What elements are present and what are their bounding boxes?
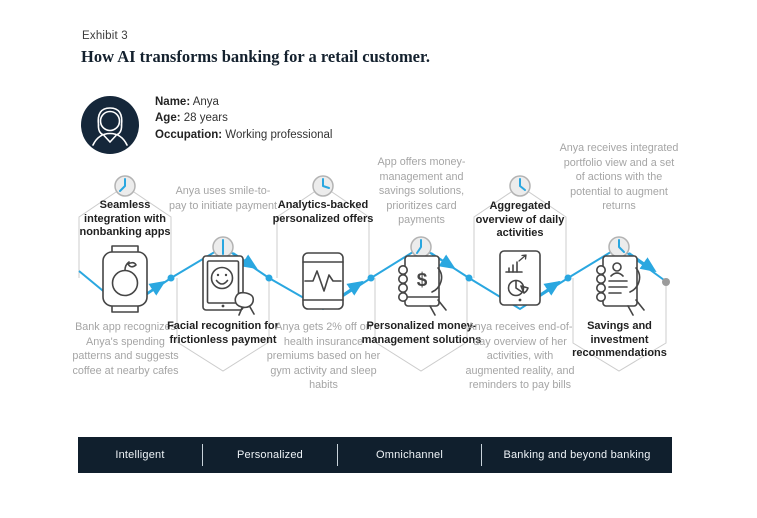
profile-occupation: Occupation: Working professional <box>155 128 333 141</box>
page-title: How AI transforms banking for a retail customer. <box>81 47 430 66</box>
step-description: Bank app recognizes Anya's spending patterns and suggests coffee at nearby cafes <box>72 321 179 377</box>
hand-phone-portfolio-icon <box>597 256 644 315</box>
smartwatch-apple-icon <box>103 246 147 312</box>
clock-icon <box>115 176 135 196</box>
clock-icon <box>213 237 233 257</box>
clock-icon <box>510 176 530 196</box>
step-description: Anya receives end-of-day overview of her activities, with augmented reality, and reminders to pay bills <box>465 321 575 392</box>
clock-icon <box>313 176 333 196</box>
clock-icon <box>411 237 431 257</box>
footer-segment-omnichannel: Omnichannel <box>375 449 443 461</box>
step-description: Anya uses smile-to-pay to initiate payment <box>168 185 278 212</box>
footer-segment-intelligent: Intelligent <box>115 449 165 461</box>
footer-segment-bar <box>78 437 672 473</box>
step-description: Anya receives integrated portfolio view and a set of actions with the potential to augment returns <box>559 142 679 213</box>
footer-segment-personalized: Personalized <box>237 449 303 461</box>
step-label: Aggregated overview of daily activities <box>475 200 565 239</box>
step-label: Savings and investment recommendations <box>572 320 667 359</box>
smile-to-pay-tablet-icon <box>203 256 254 315</box>
step-description: App offers money-management and savings solutions, prioritizes card payments <box>377 156 466 227</box>
profile-age: Age: 28 years <box>155 112 228 125</box>
dollar-glyph: $ <box>416 270 428 291</box>
hand-phone-dollar-icon <box>399 256 446 315</box>
clock-icon <box>609 237 629 257</box>
step-label: Analytics-backed personalized offers <box>272 199 374 225</box>
end-dot <box>662 278 670 286</box>
step-label: Personalized money-management solutions <box>361 320 482 346</box>
exhibit-label: Exhibit 3 <box>82 30 128 42</box>
profile-name: Name: Anya <box>155 96 219 108</box>
footer-segment-banking-beyond: Banking and beyond banking <box>503 449 651 461</box>
phone-charts-icon <box>500 251 540 305</box>
step-label: Facial recognition for frictionless payment <box>167 320 279 346</box>
phone-pulse-icon <box>303 253 343 309</box>
step-description: Anya gets 2% off on health insurance premiums based on her gym activity and sleep habits <box>266 321 381 392</box>
step-label: Seamless integration with nonbanking apps <box>79 199 171 238</box>
